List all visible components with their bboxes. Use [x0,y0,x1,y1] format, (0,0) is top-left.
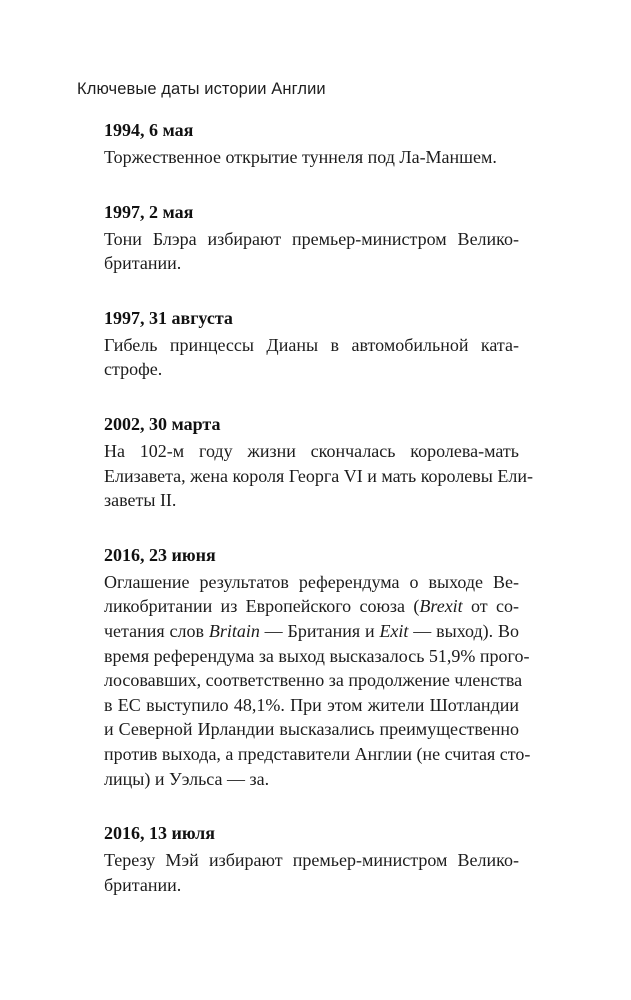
text-run: четания слов [104,620,209,641]
entry-text-line: Оглашение результатов референдума о выходе Ве- [104,571,519,592]
timeline-entries [104,119,533,928]
text-run: — выход). Во [408,620,520,641]
timeline-entry [104,413,533,513]
entry-text-line: Елизавета, жена короля Георга VI и мать королевы Ели- [104,465,533,486]
entry-date: 1994, 6 мая [104,120,194,140]
timeline-entry [104,822,519,897]
entry-text-line: против выхода, а представители Англии (не считая сто- [104,743,531,764]
entry-text-line: британии. [104,253,182,274]
entry-text-line: Терезу Мэй избирают премьер-министром Велико- [104,850,519,871]
italic-term: Brexit [419,596,463,617]
text-run: ликобритании из Европейского союза ( [104,596,420,617]
italic-term: Exit [379,620,409,641]
entry-text-line: в ЕС выступило 48,1%. При этом жители Шотландии [104,694,519,715]
text-run: от со- [462,596,519,617]
entry-text-line: Тони Блэра избирают премьер-министром Велико- [104,228,519,249]
entry-text-line: Гибель принцессы Дианы в автомобильной ката- [104,334,519,355]
entry-text-line [104,619,519,644]
entry-text-line [104,594,519,619]
running-header: Ключевые даты истории Англии [77,80,326,98]
entry-text-line: На 102-м году жизни скончалась королева-мать [104,440,519,461]
entry-text-line: лицы) и Уэльса — за. [104,768,270,789]
entry-date: 1997, 31 августа [104,307,233,328]
entry-text-line: британии. [104,874,182,895]
entry-text-line: и Северной Ирландии высказались преимущественно [104,719,519,740]
entry-text-line: лосовавших, соответственно за продолжение членства [104,670,523,691]
entry-text-line: время референдума за выход высказалось 51,9% прого- [104,645,530,666]
timeline-entry [104,119,519,170]
entry-date: 1997, 2 мая [104,201,194,222]
italic-term: Britain [208,620,260,641]
timeline-entry [104,544,531,791]
entry-date: 2002, 30 марта [104,413,221,434]
entry-date: 2016, 23 июня [104,544,216,565]
entry-date: 2016, 13 июля [104,823,216,844]
timeline-entry [104,307,519,382]
entry-text-line: Торжественное открытие туннеля под Ла-Маншем. [104,147,497,167]
text-run: — Британия и [259,620,380,641]
entry-text-line: заветы II. [104,490,177,511]
entry-text-line: строфе. [104,359,163,380]
timeline-entry [104,201,519,276]
